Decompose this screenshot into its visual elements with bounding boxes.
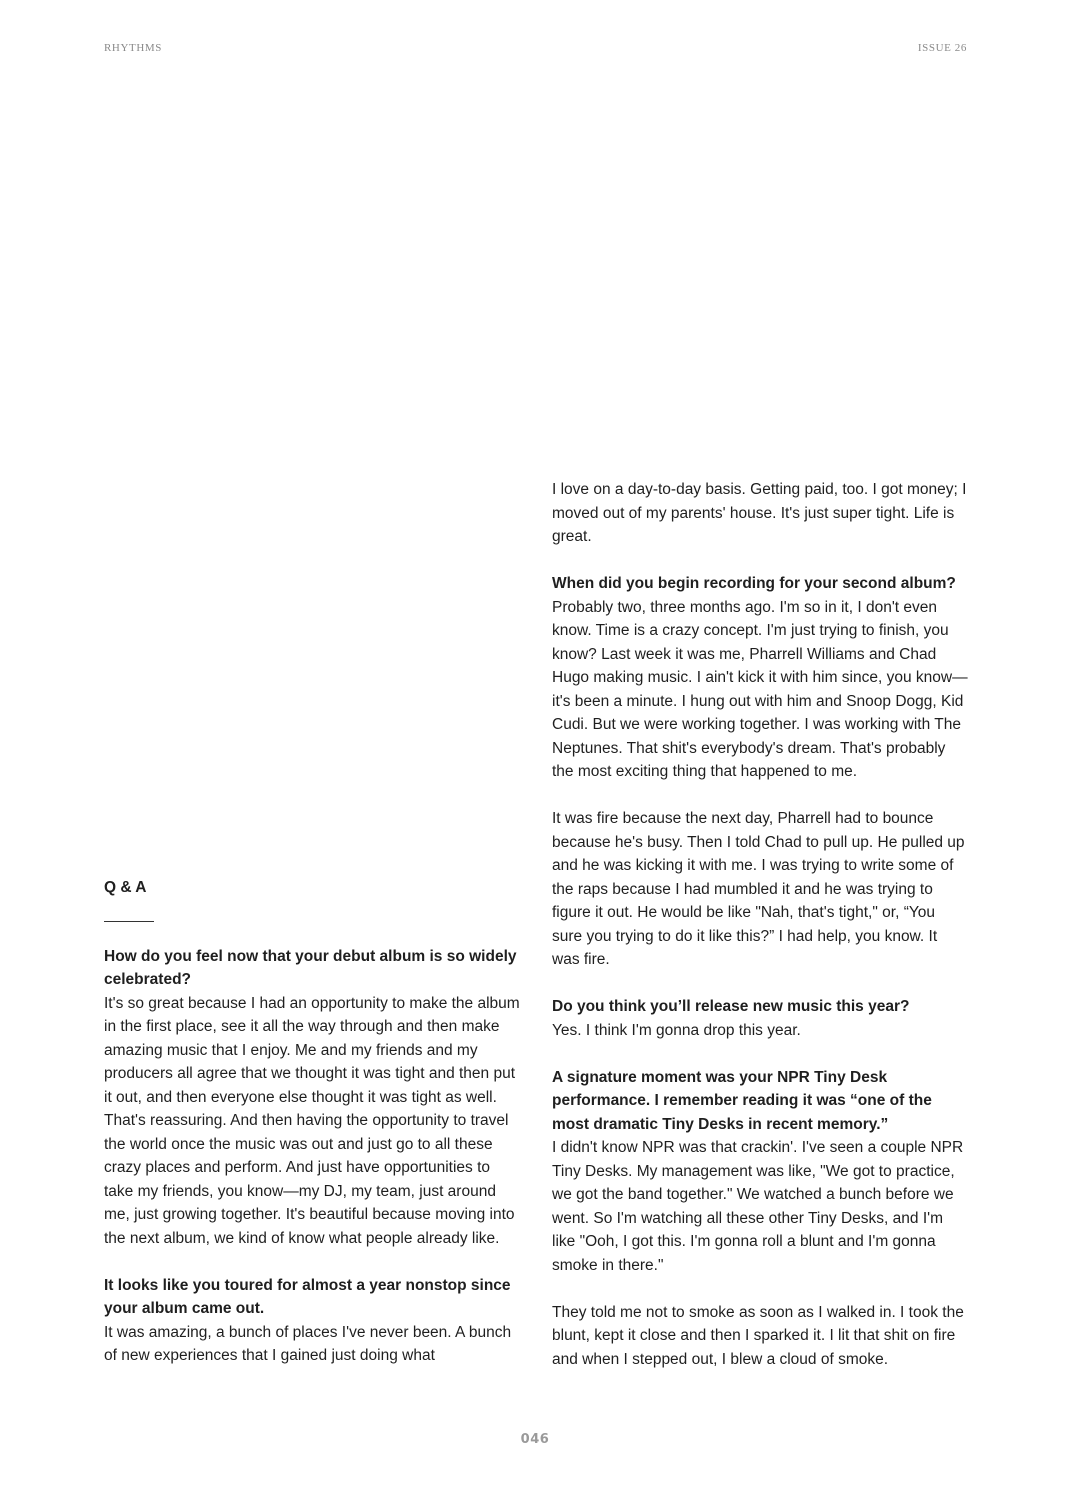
left-column	[104, 876, 520, 1391]
qa-block	[552, 807, 968, 972]
answer: Yes. I think I'm gonna drop this year.	[552, 1021, 801, 1039]
section-title: Q & A	[104, 879, 147, 896]
answer: It's so great because I had an opportunity to make the album in the first place, see it all the way through and then make amazing music that I enjoy. Me and my friends and my producers all agree that we thought it was tight and then put it out, and then everyone else thought it was tight as well. That's reassuring. And then having the opportunity to travel the world once the music was out and just go to all these crazy places and perform. And just have opportunities to take my friends, you know—my DJ, my team, just around me, just growing together. It's beautiful because moving into the next album, we kind of know what people already like.	[104, 994, 520, 1247]
page-number: 046	[520, 1432, 550, 1447]
qa-block	[552, 995, 968, 1042]
qa-block	[552, 572, 968, 784]
section-divider	[104, 921, 154, 922]
answer: They told me not to smoke as soon as I walked in. I took the blunt, kept it close and then I sparked it. I lit that shit on fire and when I stepped out, I blew a cloud of smoke.	[552, 1303, 964, 1368]
qa-block	[552, 1066, 968, 1278]
question: A signature moment was your NPR Tiny Desk performance. I remember reading it was “one of the most dramatic Tiny Desks in recent memory.”	[552, 1068, 932, 1133]
qa-block	[552, 478, 968, 549]
answer: I didn't know NPR was that crackin'. I've seen a couple NPR Tiny Desks. My management was like, "We got to practice, we got the band together." We watched a bunch before we went. So I'm watching all these other Tiny Desks, and I'm like "Ooh, I got this. I'm gonna roll a blunt and I'm gonna smoke in there."	[552, 1139, 964, 1274]
question: Do you think you’ll release new music this year?	[552, 998, 910, 1015]
qa-block	[104, 945, 520, 1251]
answer: It was fire because the next day, Pharrell had to bounce because he's busy. Then I told Chad to pull up. He pulled up and he was kicking it with me. I was trying to write some of the raps because I had mumbled it and he was trying to figure it out. He would be like "Nah, that's tight," or, “You sure you trying to do it like this?” I had help, you know. It was fire.	[552, 810, 965, 968]
question: When did you begin recording for your second album?	[552, 575, 956, 592]
qa-block	[104, 1274, 520, 1368]
running-head-section: RHYTHMS	[104, 42, 162, 54]
question: It looks like you toured for almost a year nonstop since your album came out.	[104, 1276, 511, 1317]
answer: Probably two, three months ago. I'm so in it, I don't even know. Time is a crazy concept. I'm just trying to finish, you know? Last week it was me, Pharrell Williams and Chad Hugo making music. I ain't kick it with him since, you know—it's been a minute. I hung out with him and Snoop Dogg, Kid Cudi. But we were working together. I was working with The Neptunes. That shit's everybody's dream. That's probably the most exciting thing that happened to me.	[552, 598, 968, 780]
question: How do you feel now that your debut album is so widely celebrated?	[104, 947, 517, 988]
answer: I love on a day-to-day basis. Getting paid, too. I got money; I moved out of my parents' house. It's just super tight. Life is great.	[552, 481, 967, 545]
qa-block	[552, 1301, 968, 1372]
running-head-issue: ISSUE 26	[917, 42, 967, 54]
answer: It was amazing, a bunch of places I've never been. A bunch of new experiences that I gained just doing what	[104, 1323, 512, 1364]
right-column	[552, 478, 968, 1395]
